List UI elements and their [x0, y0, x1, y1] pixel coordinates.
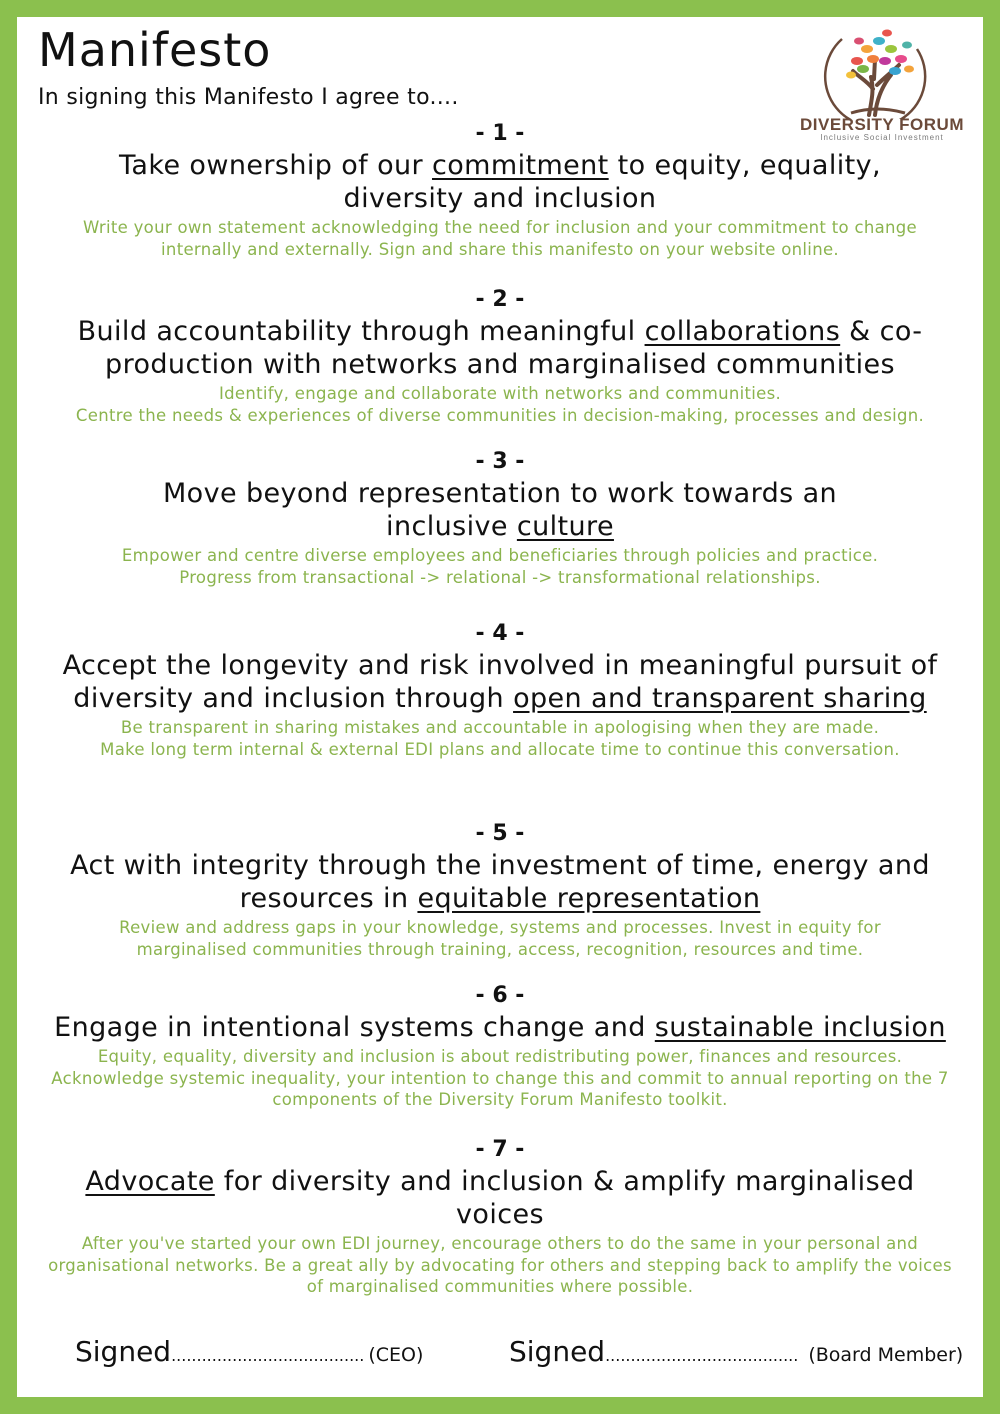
item-description: Review and address gaps in your knowledge, systems and processes. Invest in equity for marginalised communities through training, access, recognition, resources and time. [119, 918, 881, 959]
underlined-keyword: collaborations [644, 316, 841, 347]
underlined-keyword: sustainable inclusion [654, 1012, 946, 1043]
item-number: - 6 - [475, 983, 525, 1008]
item-description: After you've started your own EDI journey, encourage others to do the same in your personal and organisational networks. Be a great ally by advocating for others and stepping back to amplify the voices of marginalised communities where possible. [48, 1234, 952, 1296]
item-heading: Build accountability through meaningful collaborations & co-production with networks and marginalised communities [77, 316, 923, 380]
item-number: - 4 - [475, 621, 525, 646]
underlined-keyword: culture [516, 511, 614, 542]
page-title: Manifesto [38, 23, 272, 77]
item-heading: Act with integrity through the investment of time, energy and resources in equitable representation [70, 850, 930, 914]
item-description: Write your own statement acknowledging the need for inclusion and your commitment to change internally and externally. Sign and share this manifesto on your website online. [83, 218, 917, 259]
item-description: Equity, equality, diversity and inclusion is about redistributing power, finances and resources. Acknowledge systemic inequality, your intention to change this and commit to annual reporting on the 7 components of the Diversity Forum Manifesto toolkit. [51, 1047, 949, 1109]
manifesto-item-6 [17, 981, 983, 1111]
manifesto-item-5 [17, 819, 983, 960]
manifesto-item-1 [17, 119, 983, 260]
page-subtitle: In signing this Manifesto I agree to.... [38, 85, 459, 110]
tree-icon [797, 19, 967, 119]
item-description: Empower and centre diverse employees and beneficiaries through policies and practice. Progress from transactional -> relational -> transformational relationships. [121, 546, 879, 587]
logo-tagline: Inclusive Social Investment [820, 133, 944, 142]
underlined-keyword: equitable representation [417, 883, 761, 914]
item-description: Identify, engage and collaborate with networks and communities. Centre the needs & experiences of diverse communities in decision-making, processes and design. [75, 384, 925, 425]
item-description: Be transparent in sharing mistakes and accountable in apologising when they are made. Make long term internal & external EDI plans and allocate time to continue this conversation. [100, 718, 900, 759]
item-number: - 7 - [475, 1137, 525, 1162]
item-number: - 3 - [475, 449, 525, 474]
board-signature-line[interactable]: Signed...................................... (Board Member) [509, 1335, 964, 1368]
manifesto-item-7 [17, 1135, 983, 1298]
manifesto-item-2 [17, 285, 983, 426]
item-heading: Engage in intentional systems change and sustainable inclusion [54, 1012, 946, 1043]
manifesto-item-3 [17, 447, 983, 588]
underlined-keyword: Advocate [85, 1166, 215, 1197]
item-heading: Accept the longevity and risk involved in meaningful pursuit of diversity and inclusion through open and transparent sharing [62, 650, 938, 714]
item-number: - 5 - [475, 821, 525, 846]
item-number: - 1 - [475, 121, 525, 146]
item-heading: Advocate for diversity and inclusion & amplify marginalised voices [85, 1166, 915, 1230]
signature-row [17, 1335, 983, 1375]
item-number: - 2 - [475, 287, 525, 312]
ceo-signature-line[interactable]: Signed...................................... (CEO) [75, 1335, 424, 1368]
underlined-keyword: commitment [432, 150, 609, 181]
item-heading: Take ownership of our commitment to equity, equality, diversity and inclusion [119, 150, 881, 214]
item-heading: Move beyond representation to work towards an inclusive culture [162, 478, 838, 542]
underlined-keyword: open and transparent sharing [513, 683, 927, 714]
logo-name: DIVERSITY FORUM [800, 115, 964, 134]
manifesto-item-4 [17, 619, 983, 760]
